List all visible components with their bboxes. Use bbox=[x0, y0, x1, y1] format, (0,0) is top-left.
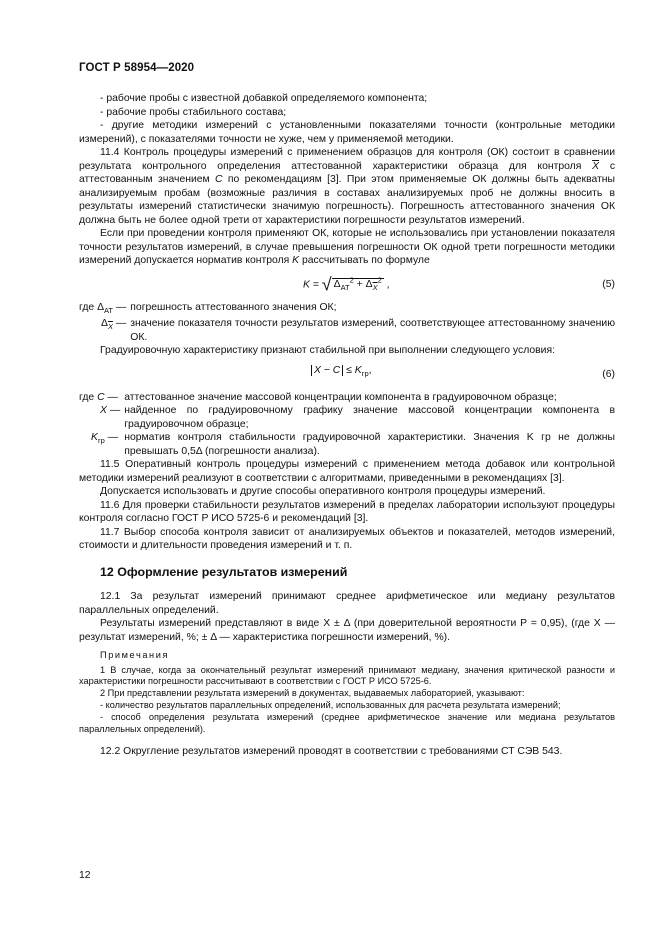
formula-tail: , bbox=[368, 364, 372, 376]
sub: гр bbox=[97, 436, 105, 446]
legend-prefix: где bbox=[79, 301, 95, 313]
paragraph-grad: Градуировочную характеристику признают стабильной при выполнении следующего условия: bbox=[100, 345, 555, 357]
sup: 2 bbox=[377, 275, 382, 285]
paragraph-12-2: 12.2 Округление результатов измерений проводят в соответствии с требованиями СТ СЭВ 543. bbox=[100, 746, 563, 758]
note-item: - способ определения результата измерений (среднее арифметическое значение или медиана результатов параллельных определений). bbox=[79, 711, 615, 734]
formula-number: (5) bbox=[602, 278, 615, 290]
sub: X bbox=[372, 283, 378, 293]
term: Δ bbox=[365, 278, 373, 290]
legend-symbol bbox=[79, 301, 130, 318]
symbol: Δ bbox=[97, 301, 105, 313]
symbol: Δ bbox=[101, 318, 108, 330]
formula-tail: , bbox=[383, 278, 390, 290]
legend-row bbox=[79, 391, 615, 405]
legend-text: погрешность аттестованного значения ОК; bbox=[130, 301, 337, 313]
paragraph-11-4 bbox=[79, 146, 615, 227]
legend-row bbox=[79, 404, 615, 431]
sub: гр bbox=[361, 368, 369, 378]
note-item: 2 При представлении результата измерений в документах, выдаваемых лабораторией, указывают: bbox=[100, 688, 525, 699]
paragraph-11-7: 11.7 Выбор способа контроля зависит от анализируемых объектов и показателей, методов измерений, стоимости и длительности проведения измерений и т. п. bbox=[79, 526, 615, 552]
text: по рекомендациям [3]. При этом применяемые ОК должны быть адекватны анализируемым пробам (возможные различия в составах анализируемых проб не должны вносить в результаты измерений статистически значимую погрешность). Погрешность аттестованного значения ОК должна быть не более одной трети от характеристики погрешности результатов измерений. bbox=[79, 174, 615, 226]
note-item: 1 В случае, когда за окончательный результат измерений принимают медиану, значения критической разности и характеристики погрешности рассчитывают в соответствии с ГОСТ Р ИСО 5725-6. bbox=[79, 664, 615, 687]
plus: + bbox=[353, 278, 366, 290]
dash: — bbox=[104, 391, 118, 403]
sup: 2 bbox=[349, 275, 354, 285]
section-12-title: 12 Оформление результатов измерений bbox=[100, 564, 348, 579]
paragraph-12-1b: Результаты измерений представляют в виде X ± Δ (при доверительной вероятности P = 0,95), (где X — результат измерений, %; ± Δ — характеристика погрешности измерений, %). bbox=[79, 618, 615, 643]
dash: — bbox=[113, 301, 127, 313]
paragraph-11-5b: Допускается использовать и другие способы оперативного контроля процедуры измерений. bbox=[100, 486, 546, 498]
text: рассчитывать по формуле bbox=[302, 255, 430, 266]
formula-eq: = bbox=[309, 278, 322, 290]
sqrt-sign: √ bbox=[321, 274, 332, 295]
formula-lhs: K bbox=[303, 278, 310, 290]
symbol: C bbox=[97, 391, 105, 403]
formula-5-expression bbox=[303, 274, 390, 295]
page-number: 12 bbox=[79, 870, 91, 881]
notes-title: Примечания bbox=[100, 650, 170, 661]
symbol: K bbox=[91, 432, 98, 444]
legend-row bbox=[79, 317, 615, 344]
k-symbol: K bbox=[354, 364, 362, 376]
text: 11.4 Контроль процедуры измерений с применением образцов для контроля (ОК) состоит в сравнении результата контрольного определения аттестованной характеристики образца для контроля bbox=[79, 147, 615, 172]
bullet-item: - рабочие пробы стабильного состава; bbox=[100, 106, 287, 118]
le-sign: ≤ bbox=[343, 364, 355, 376]
x-bar-symbol: $\overline{X}$ bbox=[592, 160, 600, 172]
paragraph-11-5: 11.5 Оперативный контроль процедуры измерений с применением метода добавок или контрольной методики измерений реализуют в соответствии с алгоритмами, приведенными в рекомендациях [3]. bbox=[79, 459, 615, 484]
dash: — bbox=[106, 405, 121, 417]
text: Если при проведении контроля применяют ОК, которые не использовались при установлении показателя точности результатов измерений, в случае превышения погрешности ОК одной трети погрешности методики измерений допускается норматив контроля bbox=[79, 228, 615, 266]
bullet-item: - рабочие пробы с известной добавкой определяемого компонента; bbox=[100, 93, 428, 104]
legend-prefix: где bbox=[79, 391, 95, 403]
legend-5 bbox=[79, 301, 615, 345]
legend-symbol bbox=[79, 431, 124, 458]
sub: АТ bbox=[340, 283, 350, 293]
sub: АТ bbox=[104, 305, 114, 315]
legend-text: найденное по градуировочному графику значение массовой концентрации компонента в градуировочном образце; bbox=[124, 405, 615, 430]
formula-number: (6) bbox=[602, 368, 615, 380]
radicand bbox=[332, 275, 384, 293]
dash: — bbox=[112, 318, 127, 330]
body-text bbox=[79, 92, 615, 759]
formula-6-expression bbox=[311, 364, 372, 381]
legend-text: аттестованное значение массовой концентрации компонента в градуировочном образце; bbox=[124, 391, 557, 403]
sub: X bbox=[107, 322, 113, 332]
legend-text: норматив контроля стабильности градуировочной характеристики. Значения K гр не должны превышать 0,5Δ (погрешности анализа). bbox=[124, 432, 615, 457]
paragraph-12-1: 12.1 За результат измерений принимают среднее арифметическое или медиану результатов параллельных определений. bbox=[79, 591, 615, 616]
legend-symbol bbox=[79, 391, 124, 405]
dash: — bbox=[104, 432, 119, 444]
text: с аттестованным значением bbox=[79, 160, 616, 185]
k-symbol: K bbox=[292, 255, 300, 266]
legend-6 bbox=[79, 391, 615, 459]
paragraph-11-6: 11.6 Для проверки стабильности результатов измерений в пределах лаборатории используют процедуры контроля согласно ГОСТ Р ИСО 5725-6 и рекомендаций [3]. bbox=[79, 499, 615, 525]
bullet-item: - другие методики измерений с установленными показателями точности (контрольные методики измерений), с показателями точности не хуже, чем у применяемой методики. bbox=[79, 120, 615, 145]
formula-5 bbox=[79, 272, 615, 298]
term: Δ bbox=[333, 278, 341, 290]
document-header: ГОСТ Р 58954—2020 bbox=[79, 62, 195, 74]
formula-6 bbox=[79, 362, 615, 388]
legend-row bbox=[79, 431, 615, 458]
legend-row bbox=[79, 301, 615, 318]
note-item: - количество результатов параллельных определений, использованных для расчета результата измерений; bbox=[100, 699, 561, 710]
legend-symbol bbox=[79, 404, 124, 431]
legend-symbol bbox=[79, 317, 130, 344]
symbol: X bbox=[100, 405, 107, 417]
legend-text: значение показателя точности результатов измерений, соответствующее аттестованному значению ОК. bbox=[130, 318, 615, 343]
abs-expression: X − C bbox=[311, 365, 343, 376]
c-symbol: C bbox=[215, 174, 223, 185]
paragraph-ok bbox=[79, 227, 615, 268]
